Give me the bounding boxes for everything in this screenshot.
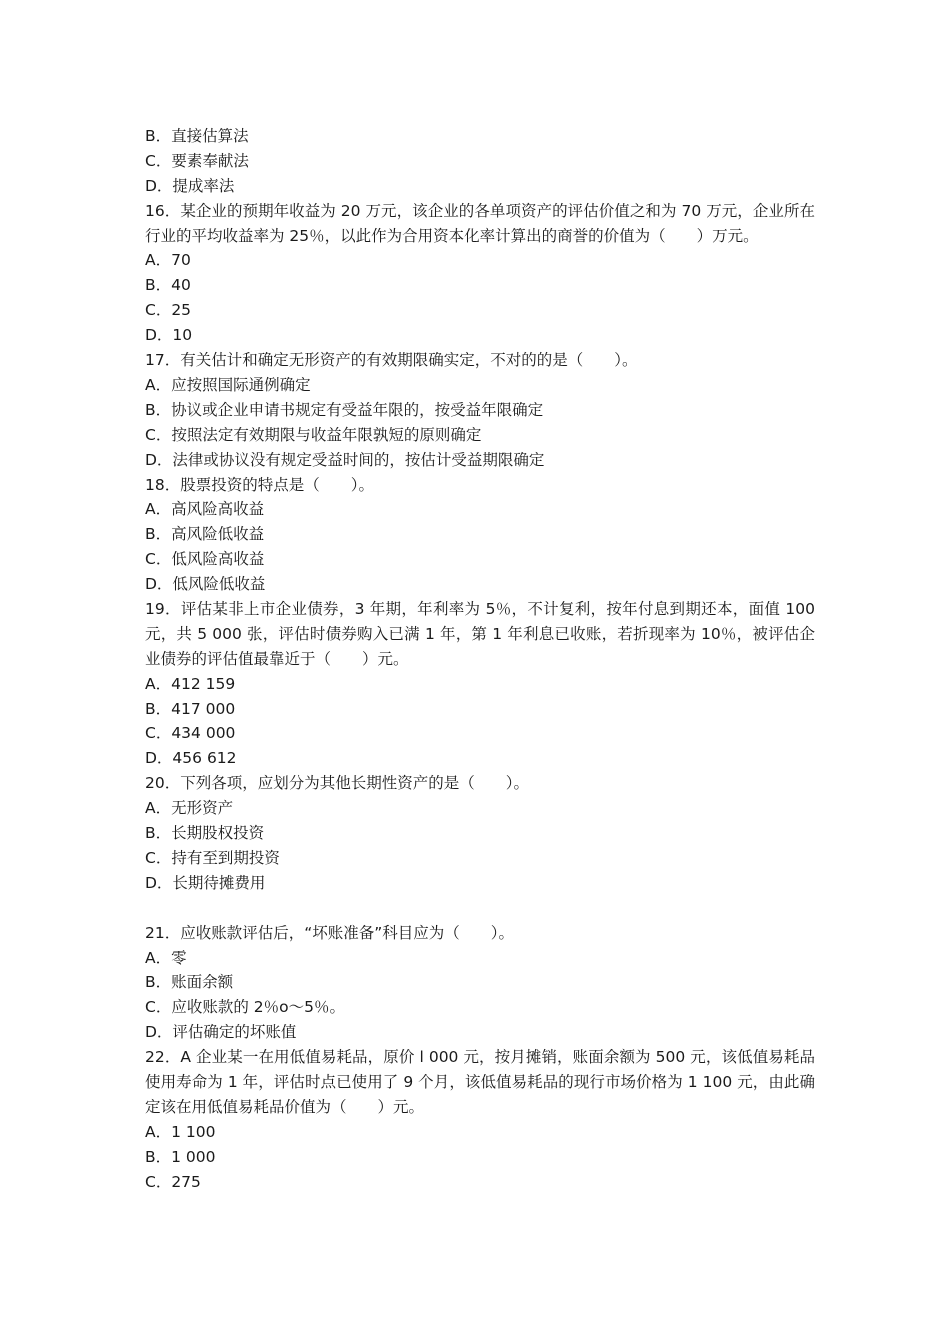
question-22-option-a: A．1 100 bbox=[145, 1122, 216, 1141]
question-16-stem: 16．某企业的预期年收益为 20 万元，该企业的各单项资产的评估价值之和为 70 万元，企业所在行业的平均收益率为 25％，以此作为合用资本化率计算出的商誉的价值为（ ）万元。 bbox=[145, 201, 815, 245]
question-21-option-a: A．零 bbox=[145, 948, 187, 967]
question-21-stem: 21．应收账款评估后，“坏账准备”科目应为（ ）。 bbox=[145, 923, 515, 942]
question-16-option-d: D．10 bbox=[145, 326, 193, 345]
question-20-option-c: C．持有至到期投资 bbox=[145, 848, 280, 867]
question-17-option-b: B．协议或企业申请书规定有受益年限的，按受益年限确定 bbox=[145, 400, 544, 419]
question-21-option-d: D．评估确定的坏账值 bbox=[145, 1023, 297, 1042]
option-b: B．直接估算法 bbox=[145, 127, 249, 145]
blank-line bbox=[145, 896, 815, 921]
question-20-option-a: A．无形资产 bbox=[145, 799, 234, 818]
question-20-stem: 20．下列各项，应划分为其他长期性资产的是（ ）。 bbox=[145, 774, 529, 793]
question-20-option-d: D．长期待摊费用 bbox=[145, 873, 266, 892]
question-22-stem: 22．A 企业某一在用低值易耗品，原价 l 000 元，按月摊销，账面余额为 500 元，该低值易耗品使用寿命为 1 年，评估时点已使用了 9 个月，该低值易耗品的现行市场价格为 1 100 元，由此确定该在用低值易耗品价值为（ ）元。 bbox=[145, 1048, 815, 1116]
question-18-option-c: C．低风险高收益 bbox=[145, 550, 265, 569]
question-22-option-c: C．275 bbox=[145, 1172, 201, 1191]
question-17-option-a: A．应按照国际通例确定 bbox=[145, 375, 311, 394]
question-16-option-b: B．40 bbox=[145, 276, 191, 295]
question-19-option-a: A．412 159 bbox=[145, 674, 236, 693]
question-19-option-b: B．417 000 bbox=[145, 699, 236, 718]
question-20-option-b: B．长期股权投资 bbox=[145, 824, 265, 843]
question-18-option-a: A．高风险高收益 bbox=[145, 500, 265, 519]
question-22-option-b: B．1 000 bbox=[145, 1147, 216, 1166]
option-d: D．提成率法 bbox=[145, 176, 235, 195]
question-21-option-b: B．账面余额 bbox=[145, 973, 234, 992]
question-19-option-d: D．456 612 bbox=[145, 749, 237, 768]
question-19-option-c: C．434 000 bbox=[145, 724, 236, 743]
document-page bbox=[145, 124, 815, 1194]
question-16-option-a: A．70 bbox=[145, 251, 191, 270]
option-c: C．要素奉献法 bbox=[145, 151, 249, 170]
question-16-option-c: C．25 bbox=[145, 301, 192, 320]
question-17-option-d: D．法律或协议没有规定受益时间的，按估计受益期限确定 bbox=[145, 450, 545, 469]
question-17-stem: 17．有关估计和确定无形资产的有效期限确实定，不对的的是（ ）。 bbox=[145, 351, 638, 370]
question-18-option-d: D．低风险低收益 bbox=[145, 575, 266, 594]
question-18-option-b: B．高风险低收益 bbox=[145, 525, 265, 544]
question-17-option-c: C．按照法定有效期限与收益年限孰短的原则确定 bbox=[145, 425, 482, 444]
question-21-option-c: C．应收账款的 2％o～5％。 bbox=[145, 998, 345, 1017]
question-18-stem: 18．股票投资的特点是（ ）。 bbox=[145, 475, 374, 494]
question-19-stem: 19．评估某非上市企业债券，3 年期，年利率为 5％，不计复利，按年付息到期还本，面值 100 元，共 5 000 张，评估时债券购入已满 1 年，第 1 年利息已收账，若折现率为 10％，被评估企业债券的评估值最靠近于（ ）元。 bbox=[145, 599, 815, 668]
